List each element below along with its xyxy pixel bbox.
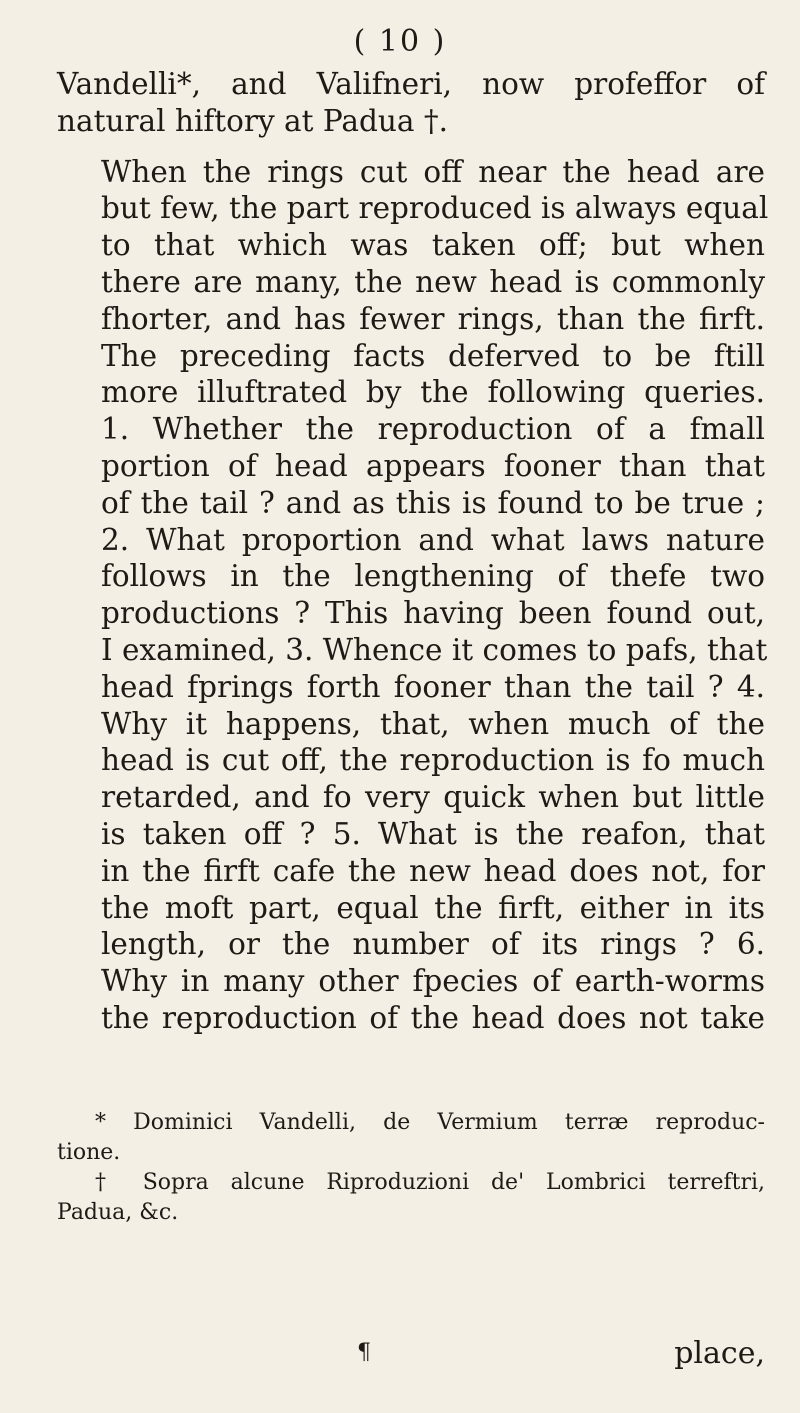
text-line: but few, the part reproduced is always equal xyxy=(101,191,769,226)
footnote-line: Padua, &c. xyxy=(57,1200,179,1225)
text-line: length, or the number of its rings ? 6. xyxy=(101,927,765,962)
text-line: of the tail ? and as this is found to be true ; xyxy=(101,485,765,520)
text-line: there are many, the new head is commonly xyxy=(101,264,765,299)
text-line: portion of head appears fooner than that xyxy=(101,448,765,483)
text-line: in the firft cafe the new head does not, for xyxy=(101,853,765,888)
footnote-line: tione. xyxy=(57,1140,121,1165)
footnote-line: † Sopra alcune Riproduzioni de' Lombrici terreftri, xyxy=(95,1170,765,1195)
text-line: the reproduction of the head does not take xyxy=(101,1000,765,1035)
text-line: When the rings cut off near the head are xyxy=(101,154,765,189)
text-line: The preceding facts deferved to be ftill xyxy=(101,338,765,373)
text-line: retarded, and fo very quick when but little xyxy=(101,780,765,815)
text-line: 2. What proportion and what laws nature xyxy=(101,522,765,557)
page-footer xyxy=(57,1336,765,1380)
text-line: I examined, 3. Whence it comes to pafs, that xyxy=(101,632,768,667)
text-line: to that which was taken off; but when xyxy=(101,228,765,263)
footnotes xyxy=(57,1108,765,1228)
text-line: productions ? This having been found out, xyxy=(101,596,765,631)
footnote-line: * Dominici Vandelli, de Vermium terræ reproduc- xyxy=(95,1110,765,1135)
text-line: fhorter, and has fewer rings, than the firft. xyxy=(101,301,765,336)
signature-mark: ¶ xyxy=(357,1340,371,1365)
text-line: head is cut off, the reproduction is fo much xyxy=(101,743,765,778)
text-line: natural hiftory at Padua †. xyxy=(57,103,448,138)
text-line: follows in the lengthening of thefe two xyxy=(101,559,765,594)
text-line: 1. Whether the reproduction of a fmall xyxy=(101,412,765,447)
text-line: more illuftrated by the following queries. xyxy=(101,375,765,410)
footnote xyxy=(57,1108,765,1168)
text-line: head fprings forth fooner than the tail ? 4. xyxy=(101,669,765,704)
catchword: place, xyxy=(674,1336,765,1371)
text-line: Why it happens, that, when much of the xyxy=(101,706,765,741)
text-line: the moft part, equal the firft, either in its xyxy=(101,890,765,925)
text-line: Why in many other fpecies of earth-worms xyxy=(101,964,765,999)
paragraph-continuation xyxy=(57,66,765,140)
body-text xyxy=(57,66,769,1037)
text-line: is taken off ? 5. What is the reafon, that xyxy=(101,816,765,851)
text-line: Vandelli*, and Valifneri, now profeffor of xyxy=(57,67,765,101)
paragraph-main xyxy=(57,154,769,1037)
page-number: ( 10 ) xyxy=(353,24,447,59)
footnote xyxy=(57,1168,765,1228)
